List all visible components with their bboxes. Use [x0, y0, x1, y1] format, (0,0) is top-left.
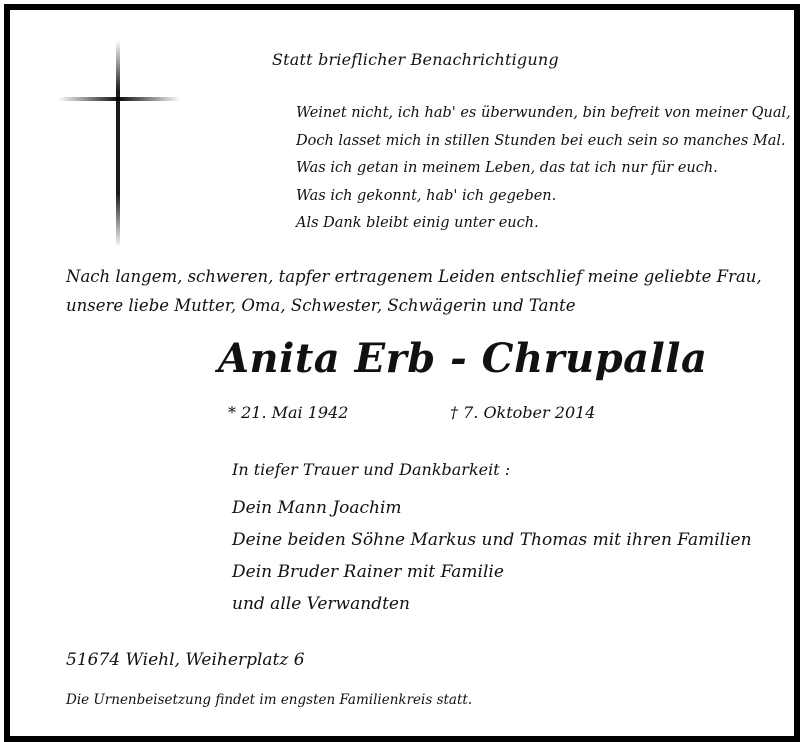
mourners-list [232, 492, 752, 620]
notice-frame [4, 4, 800, 742]
mourning-heading: In tiefer Trauer und Dankbarkeit : [232, 460, 511, 479]
poem-line: Was ich getan in meinem Leben, das tat ich nur für euch. [296, 160, 718, 176]
poem-line: Als Dank bleibt einig unter euch. [296, 215, 539, 231]
burial-note: Die Urnenbeisetzung findet im engsten Familienkreis statt. [66, 692, 473, 708]
poem-line: Was ich gekonnt, hab' ich gegeben. [296, 187, 557, 204]
death-date: † 7. Oktober 2014 [450, 403, 596, 422]
mourner-item: Deine beiden Söhne Markus und Thomas mit ihren Familien [232, 530, 752, 550]
mourner-item: Dein Bruder Rainer mit Familie [232, 562, 504, 582]
poem-line: Doch lasset mich in stillen Stunden bei euch sein so manches Mal. [296, 132, 786, 149]
notice-heading: Statt brieflicher Benachrichtigung [272, 50, 559, 69]
intro-text [66, 262, 762, 320]
birth-date: * 21. Mai 1942 [228, 403, 349, 422]
poem-line: Weinet nicht, ich hab' es überwunden, bin befreit von meiner Qual, [296, 105, 791, 121]
intro-line: unsere liebe Mutter, Oma, Schwester, Schwägerin und Tante [66, 296, 576, 315]
deceased-name: Anita Erb - Chrupalla [218, 335, 708, 382]
poem [296, 100, 791, 238]
mourner-item: Dein Mann Joachim [232, 498, 402, 518]
intro-line: Nach langem, schweren, tapfer ertragenem Leiden entschlief meine geliebte Frau, [66, 267, 762, 286]
address: 51674 Wiehl, Weiherplatz 6 [66, 650, 305, 670]
cross-icon [58, 40, 180, 245]
mourner-item: und alle Verwandten [232, 594, 410, 614]
